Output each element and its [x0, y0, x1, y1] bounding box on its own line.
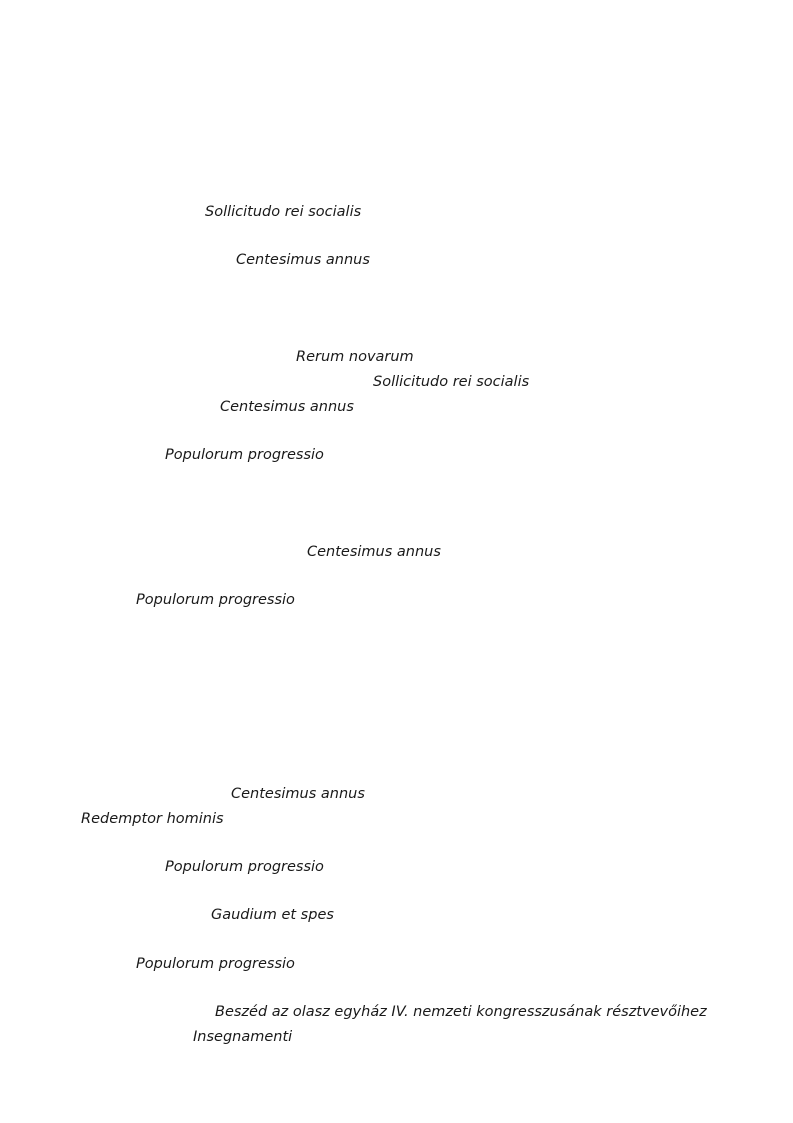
italic-title-centesimus-annus: Centesimus annus — [231, 786, 365, 802]
italic-title-centesimus-annus: Centesimus annus — [307, 544, 441, 560]
italic-title-populorum-progressio: Populorum progressio — [165, 859, 324, 875]
italic-title-populorum-progressio: Populorum progressio — [165, 447, 324, 463]
italic-title-populorum-progressio: Populorum progressio — [136, 592, 295, 608]
italic-title-gaudium-et-spes: Gaudium et spes — [211, 907, 334, 923]
italic-title-populorum-progressio: Populorum progressio — [136, 956, 295, 972]
italic-title-centesimus-annus: Centesimus annus — [220, 399, 354, 415]
italic-title-beszed: Beszéd az olasz egyház IV. nemzeti kongresszusának résztvevőihez — [215, 1004, 707, 1020]
italic-title-redemptor-hominis: Redemptor hominis — [81, 811, 224, 827]
italic-title-insegnamenti: Insegnamenti — [193, 1029, 293, 1045]
italic-title-centesimus-annus: Centesimus annus — [236, 252, 370, 268]
italic-title-rerum-novarum: Rerum novarum — [296, 349, 414, 365]
italic-title-sollicitudo-rei-socialis: Sollicitudo rei socialis — [205, 204, 362, 220]
italic-title-sollicitudo-rei-socialis: Sollicitudo rei socialis — [373, 374, 530, 390]
